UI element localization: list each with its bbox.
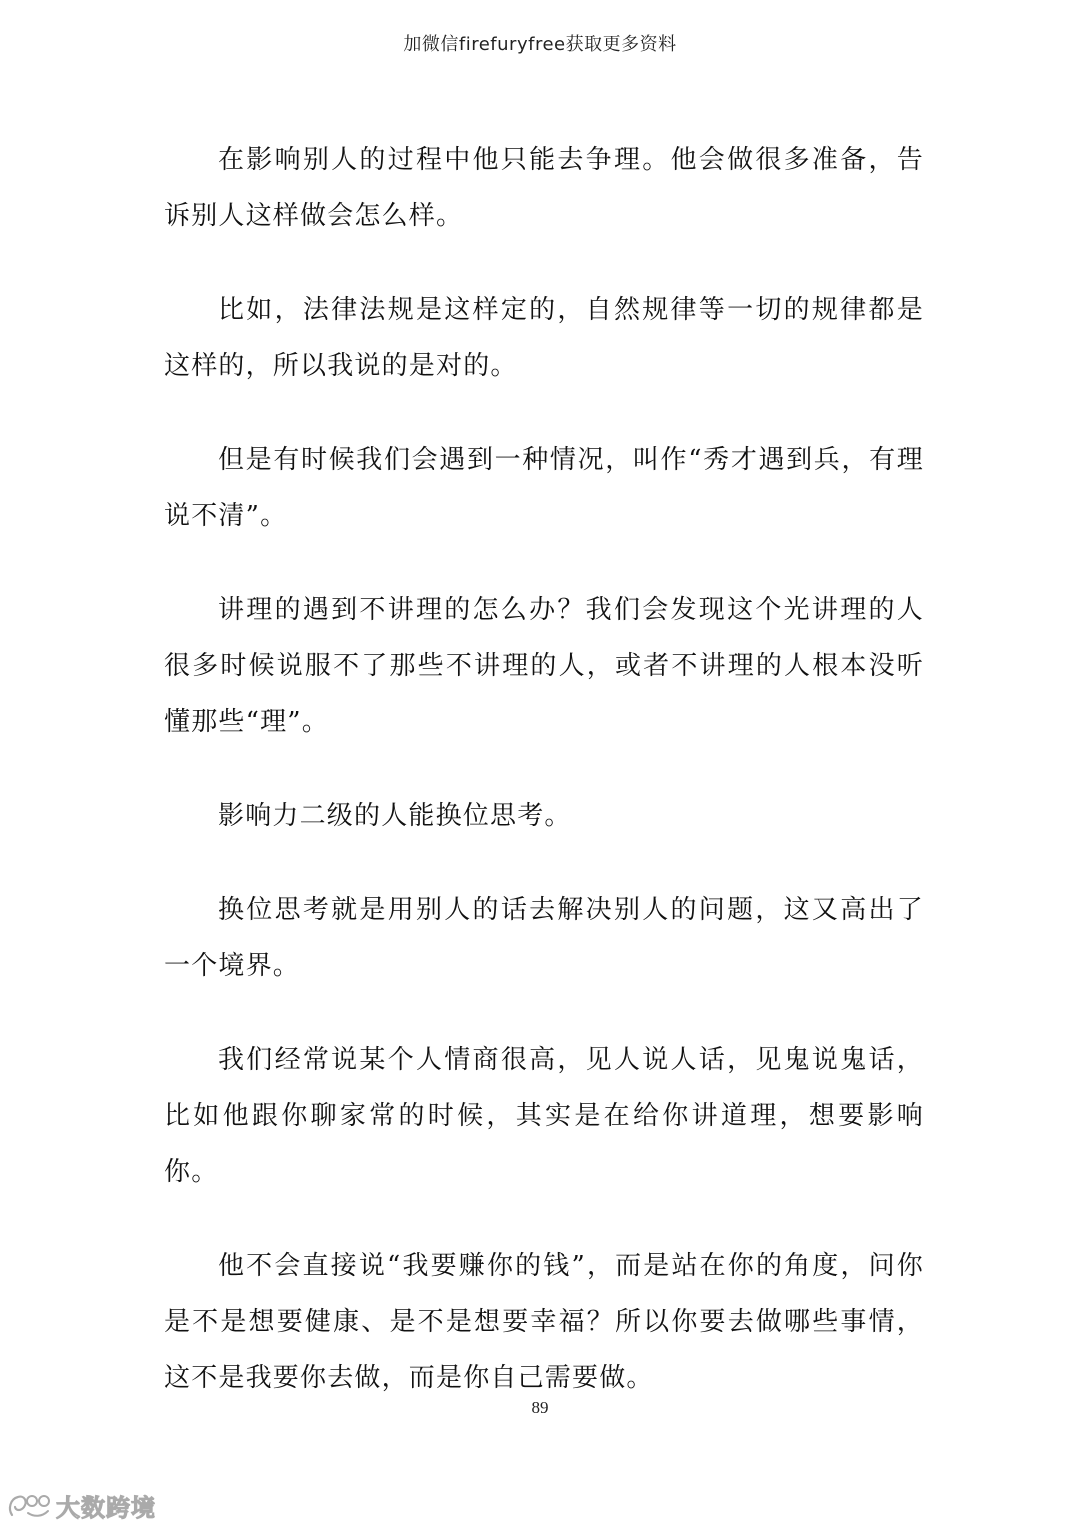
document-body xyxy=(164,132,924,1444)
paragraph: 比如，法律法规是这样定的，自然规律等一切的规律都是这样的，所以我说的是对的。 xyxy=(164,295,924,381)
paragraph: 在影响别人的过程中他只能去争理。他会做很多准备，告诉别人这样做会怎么样。 xyxy=(164,145,924,231)
paragraph: 影响力二级的人能换位思考。 xyxy=(218,801,572,831)
watermark-text: 大数跨境 xyxy=(56,1494,156,1522)
logo-icon xyxy=(6,1491,52,1521)
watermark xyxy=(6,1488,156,1523)
paragraph: 他不会直接说“我要赚你的钱”，而是站在你的角度，问你是不是想要健康、是不是想要幸福？所以你要去做哪些事情，这不是我要你去做，而是你自己需要做。 xyxy=(164,1251,924,1393)
paragraph: 换位思考就是用别人的话去解决别人的问题，这又高出了一个境界。 xyxy=(164,895,924,981)
paragraph: 我们经常说某个人情商很高，见人说人话，见鬼说鬼话，比如他跟你聊家常的时候，其实是在给你讲道理，想要影响你。 xyxy=(164,1045,924,1187)
paragraph: 讲理的遇到不讲理的怎么办？我们会发现这个光讲理的人很多时候说服不了那些不讲理的人，或者不讲理的人根本没听懂那些“理”。 xyxy=(164,595,924,737)
page-number: 89 xyxy=(531,1398,549,1417)
paragraph: 但是有时候我们会遇到一种情况，叫作“秀才遇到兵，有理说不清”。 xyxy=(164,445,924,531)
page-header: 加微信firefuryfree获取更多资料 xyxy=(403,34,677,55)
